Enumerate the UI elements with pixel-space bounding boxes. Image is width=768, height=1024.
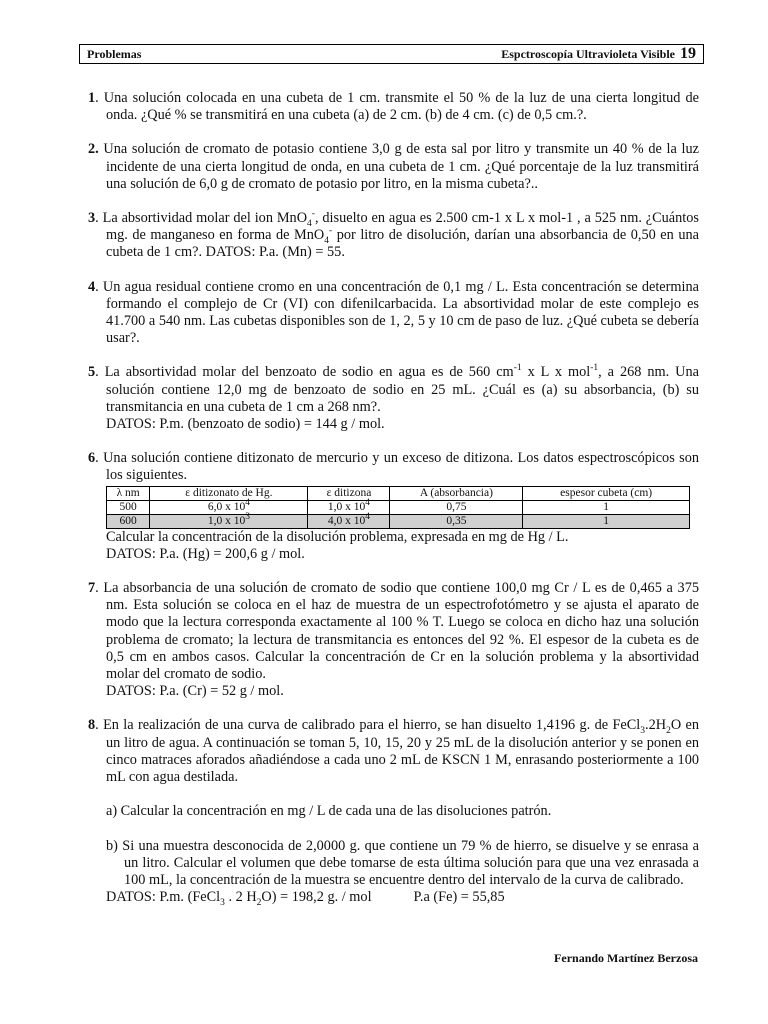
problem-5 — [88, 364, 699, 433]
column-header: λ nm — [107, 486, 150, 500]
problem-number: 7 — [88, 580, 96, 597]
problem-text: , disuelto en agua es 2.500 cm-1 x L x mol-1 , a 525 nm. ¿Cuántos mg. de manganeso en forma de MnO — [106, 210, 699, 244]
subscript: 4 — [307, 218, 312, 229]
problem-text: . En la realización de una curva de calibrado para el hierro, se han disuelto 1,4196 g. de FeCl — [95, 717, 641, 734]
column-header: A (absorbancia) — [390, 486, 523, 500]
problem-text: . Una solución colocada en una cubeta de 1 cm. transmite el 50 % de la luz de una cierta longitud de onda. ¿Qué % se transmitirá en una cubeta (a) de 2 cm. (b) de 4 cm. (c) de 0,5 cm.?. — [95, 90, 699, 124]
table-cell: 0,75 — [390, 500, 523, 514]
superscript: - — [329, 226, 333, 237]
superscript: - — [311, 209, 315, 220]
problem-8 — [88, 717, 699, 906]
column-header: ε ditizona — [308, 486, 390, 500]
datos-line: DATOS: P.m. (benzoato de sodio) = 144 g / mol. — [106, 416, 385, 433]
problem-text: .2H — [645, 717, 667, 734]
problems-list — [88, 90, 699, 906]
table-cell: 1,0 x $10^4$ — [308, 500, 390, 514]
table-cell: 6,0 x $10^4$ — [150, 500, 308, 514]
table-cell: 1,0 x $10^3$ — [150, 514, 308, 528]
table-cell: 1 — [523, 514, 690, 528]
page-header — [79, 44, 704, 64]
spectroscopic-data-table — [106, 486, 690, 529]
problem-text: Una solución de cromato de potasio contiene 3,0 g de esta sal por litro y transmite un 40 % de la luz incidente de una cierta longitud de onda, en una cubeta de 1 cm. ¿Qué porcentaje de la luz transmitirá una solución de 6,0 g de cromato de potasio por litro, en la misma cubeta?.. — [98, 141, 699, 192]
problem-number: 8 — [88, 717, 96, 734]
table-header-row — [107, 486, 690, 500]
problem-7 — [88, 580, 699, 700]
problem-3 — [88, 210, 699, 262]
problem-number: 6 — [88, 450, 96, 467]
problem-number: 4 — [88, 278, 96, 295]
problem-number: 2. — [88, 141, 99, 158]
problem-number: 5 — [88, 364, 96, 381]
datos-line: DATOS: P.a. (Hg) = 200,6 g / mol. — [106, 545, 305, 562]
subscript: 3 — [640, 726, 646, 737]
problem-1 — [88, 90, 699, 124]
problem-text: O en un litro de agua. A continuación se toman 5, 10, 15, 20 y 25 mL de la disolución anterior y se ponen en cinco matraces aforados añadiéndose a cada uno 2 mL de KSCN 1 M, enrasando posteriormente a 100 mL con agua destilada. — [106, 717, 699, 786]
table-row — [107, 514, 690, 528]
problem-4 — [88, 279, 699, 348]
problem-number: 1 — [88, 90, 96, 106]
header-right-title: Espctroscopía Ultravioleta Visible — [501, 47, 675, 61]
column-header: ε ditizonato de Hg. — [150, 486, 308, 500]
superscript: -1 — [513, 363, 522, 374]
problem-text: . La absortividad molar del benzoato de sodio en agua es de 560 cm — [95, 364, 514, 381]
table-cell: 500 — [107, 500, 150, 514]
problem-text: . Una solución contiene ditizonato de mercurio y un exceso de ditizona. Los datos espectroscópicos son los siguientes. — [95, 450, 699, 484]
datos-line: DATOS: P.m. (FeCl$_3$ . 2 $H_2O) = 198,2$ g. / mol P.a (Fe) = 55,85 — [106, 889, 505, 908]
problem-text: . La absortividad molar del ion MnO — [95, 210, 308, 227]
header-left-title: Problemas — [87, 46, 142, 61]
subscript: 2 — [666, 726, 671, 737]
footer-author: Fernando Martínez Berzosa — [554, 951, 698, 965]
column-header: espesor cubeta (cm) — [523, 486, 690, 500]
problem-text: , a 268 nm. Una solución contiene 12,0 mg de benzoato de sodio en 25 mL. ¿Cuál es (a) su absorbancia, (b) su transmitancia en una cubeta de 1 cm a 268 nm?. — [106, 364, 699, 415]
table-cell: 0,35 — [390, 514, 523, 528]
sub-question-b: b) Si una muestra desconocida de 2,0000 g. que contiene un 79 % de hierro, se disuelve y se enrasa a un litro. Calcular el volumen que debe tomarse de esta última solución para que una vez enrasada a 100 mL, la concentración de la muestra se encuentre dentro del intervalo de la curva de calibrado. — [106, 837, 699, 888]
problem-2 — [88, 141, 699, 193]
header-right-group — [501, 45, 696, 63]
problem-text: por litro de disolución, darían una absorbancia de 0,50 en una cubeta de 1 cm?. DATOS: P.a. (Mn) = 55. — [106, 227, 699, 261]
problem-text: x L x mol — [521, 364, 591, 381]
datos-line: DATOS: P.a. (Cr) = 52 g / mol. — [106, 683, 284, 700]
problem-text: . Un agua residual contiene cromo en una concentración de 0,1 mg / L. Esta concentración se determina formando el complejo de Cr (VI) con difenilcarbacida. La absortividad molar de este complejo es 41.700 a 540 nm. Las cubetas disponibles son de 1, 2, 5 y 10 cm de paso de luz. ¿Qué cubeta se debería usar?. — [95, 278, 699, 347]
page-number: 19 — [680, 45, 696, 62]
table-cell: 4,0 x $10^4$ — [308, 514, 390, 528]
calc-line: Calcular la concentración de la disolución problema, expresada en mg de Hg / L. — [106, 528, 569, 545]
subscript: 4 — [324, 236, 329, 247]
table-row — [107, 500, 690, 514]
problem-text: . La absorbancia de una solución de cromato de sodio que contiene 100,0 mg Cr / L es de 0,465 a 375 nm. Esta solución se coloca en el haz de muestra de un espectrofotómetro y se ajusta el aparato de modo que la lectura corresponda exactamente al 100 % T. Luego se coloca en dicho haz una solución problema de cromato; la lectura de transmitancia es entonces del 92 %. El espesor de la cubeta es de 0,5 cm en ambos casos. Calcular la concentración de Cr en la solución problema y la absortividad molar del cromato de sodio. — [95, 580, 699, 683]
table-cell: 1 — [523, 500, 690, 514]
problem-6 — [88, 450, 699, 563]
problem-number: 3 — [88, 210, 96, 227]
sub-question-a: a) Calcular la concentración en mg / L de cada una de las disoluciones patrón. — [106, 803, 552, 820]
superscript: -1 — [590, 363, 599, 374]
table-cell: 600 — [107, 514, 150, 528]
